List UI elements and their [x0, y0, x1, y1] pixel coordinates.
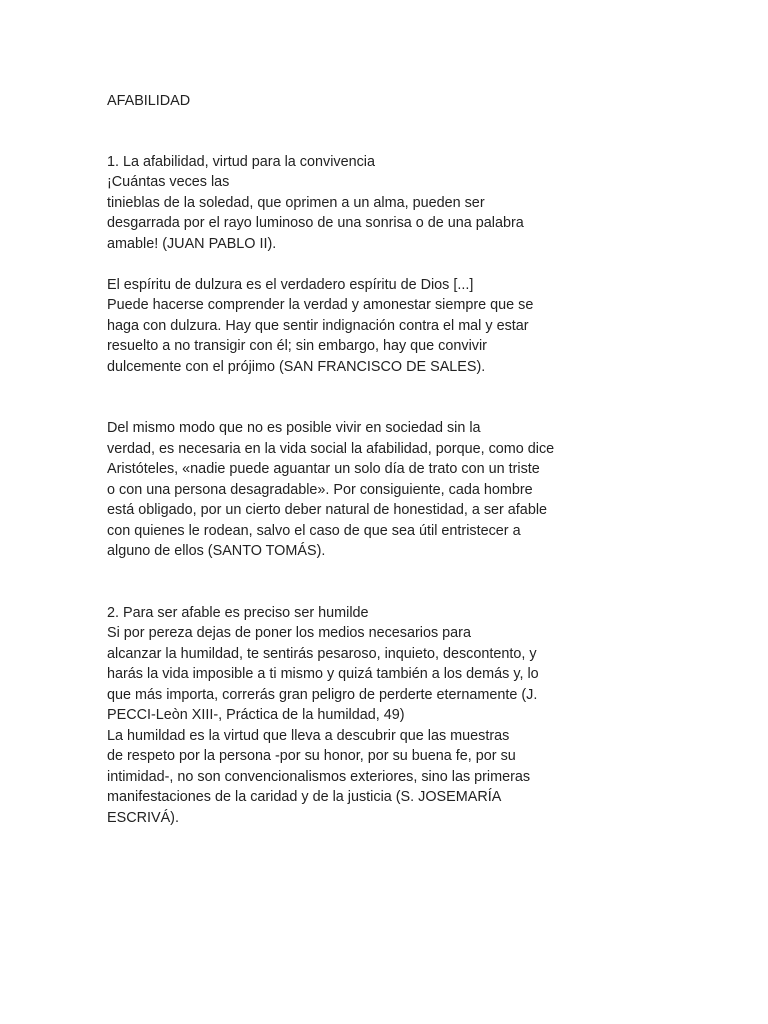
section-1-quote-1-line: tinieblas de la soledad, que oprimen a un alma, pueden ser	[107, 195, 485, 211]
section-1-heading: 1. La afabilidad, virtud para la convivencia	[107, 154, 375, 170]
document-title: AFABILIDAD	[107, 93, 191, 109]
section-1-quote-2-line: El espíritu de dulzura es el verdadero espíritu de Dios [...]	[107, 277, 474, 293]
section-2-quote-1-line: Si por pereza dejas de poner los medios necesarios para	[107, 625, 471, 641]
section-2-quote-2-line: manifestaciones de la caridad y de la justicia (S. JOSEMARÍA	[107, 789, 502, 805]
section-2-heading: 2. Para ser afable es preciso ser humilde	[107, 605, 369, 621]
section-2-quote-1-line: harás la vida imposible a ti mismo y quizá también a los demás y, lo	[107, 666, 539, 682]
section-1-quote-3-line: o con una persona desagradable». Por consiguiente, cada hombre	[107, 482, 533, 498]
section-1-quote-3-line: Aristóteles, «nadie puede aguantar un solo día de trato con un triste	[107, 461, 540, 477]
section-2-quote-1-line: PECCI-Leòn XIII-, Práctica de la humildad, 49)	[107, 707, 405, 723]
section-2-quote-2-line: intimidad-, no son convencionalismos exteriores, sino las primeras	[107, 769, 531, 785]
section-2-quote-1-line: alcanzar la humildad, te sentirás pesaroso, inquieto, descontento, y	[107, 646, 537, 662]
section-1-quote-3-line: con quienes le rodean, salvo el caso de que sea útil entristecer a	[107, 523, 521, 539]
section-1-quote-1-line: desgarrada por el rayo luminoso de una sonrisa o de una palabra	[107, 215, 524, 231]
section-2-quote-1-line: que más importa, correrás gran peligro de perderte eternamente (J.	[107, 687, 538, 703]
section-2-quote-2-line: La humildad es la virtud que lleva a descubrir que las muestras	[107, 728, 510, 744]
section-1-quote-1-line: ¡Cuántas veces las	[107, 174, 230, 190]
section-1-quote-3-line: Del mismo modo que no es posible vivir en sociedad sin la	[107, 420, 481, 436]
section-1-quote-1-line: amable! (JUAN PABLO II).	[107, 236, 277, 252]
section-2-quote-2-line: ESCRIVÁ).	[107, 810, 179, 826]
section-1-quote-2-line: resuelto a no transigir con él; sin embargo, hay que convivir	[107, 338, 487, 354]
section-1-quote-3-line: alguno de ellos (SANTO TOMÁS).	[107, 543, 326, 559]
section-1-quote-2-line: haga con dulzura. Hay que sentir indignación contra el mal y estar	[107, 318, 529, 334]
section-1-quote-2-line: dulcemente con el prójimo (SAN FRANCISCO DE SALES).	[107, 359, 486, 375]
section-1-quote-3-line: está obligado, por un cierto deber natural de honestidad, a ser afable	[107, 502, 548, 518]
section-1-quote-2-line: Puede hacerse comprender la verdad y amonestar siempre que se	[107, 297, 534, 313]
section-1-quote-3-line: verdad, es necesaria en la vida social la afabilidad, porque, como dice	[107, 441, 555, 457]
section-2-quote-2-line: de respeto por la persona -por su honor, por su buena fe, por su	[107, 748, 516, 764]
